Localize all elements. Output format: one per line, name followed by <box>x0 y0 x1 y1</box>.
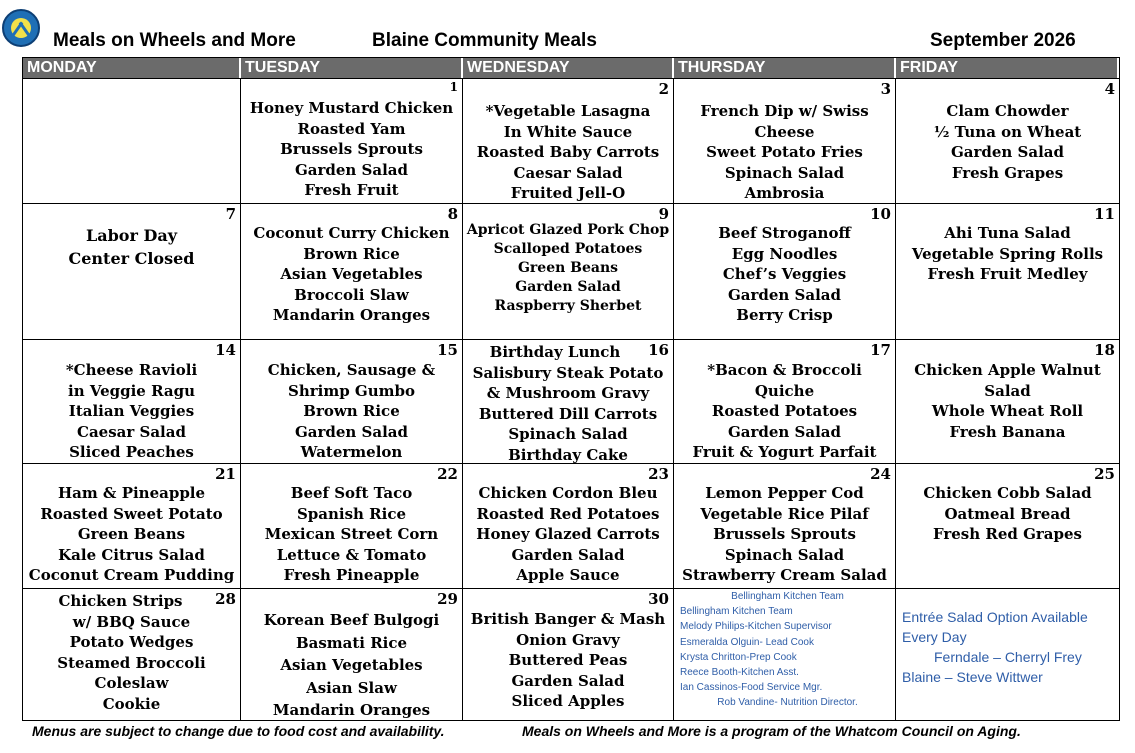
menu-item: Chicken Strips <box>58 592 183 610</box>
date-number: 14 <box>215 341 236 359</box>
menu-item: Spinach Salad <box>724 163 845 182</box>
menu-item: Sliced Peaches <box>69 443 194 462</box>
staff-line: Ian Cassinos-Food Service Mgr. <box>680 682 823 694</box>
menu-item: Chicken Apple Walnut <box>914 361 1101 379</box>
menu-item: Scalloped Potatoes <box>493 241 643 257</box>
day-cell <box>23 203 241 339</box>
day-header-thursday: THURSDAY <box>674 58 896 78</box>
day-cell <box>674 339 896 463</box>
menu-item: Fresh Red Grapes <box>932 525 1083 544</box>
menu-item: Spinach Salad <box>508 425 628 444</box>
menu-item: Beef Soft Taco <box>290 484 413 502</box>
menu-item: Watermelon <box>300 443 403 462</box>
day-cell <box>674 78 896 203</box>
menu-item: Roasted Red Potatoes <box>476 504 660 523</box>
menu-item: Buttered Dill Carrots <box>478 404 658 423</box>
note-line: Blaine – Steve Wittwer <box>902 669 1043 685</box>
staff-line: Bellingham Kitchen Team <box>731 591 844 602</box>
menu-item: Egg Noodles <box>731 244 838 263</box>
menu-item: Birthday Cake <box>508 445 628 463</box>
menu-item: Potato Wedges <box>69 633 194 652</box>
menu-item: Fruited Jell-O <box>510 184 626 203</box>
menu-item: Roasted Sweet Potato <box>40 504 223 523</box>
menu-item: Raspberry Sherbet <box>494 298 642 314</box>
menu-item: Chef’s Veggies <box>722 265 847 284</box>
date-number: 24 <box>870 465 891 483</box>
day-cell <box>23 588 241 720</box>
day-cell <box>241 78 463 203</box>
menu-item: Fresh Banana <box>949 422 1066 441</box>
staff-line: Reece Booth-Kitchen Asst. <box>680 667 799 679</box>
menu-item: Berry Crisp <box>736 306 833 325</box>
menu-item: In White Sauce <box>503 122 633 141</box>
menu-item: Cheese <box>754 122 815 141</box>
menu-item: Italian Veggies <box>68 402 195 421</box>
menu-item: Salad <box>984 381 1031 400</box>
date-number: 25 <box>1094 465 1115 483</box>
menu-item: Beef Stroganoff <box>718 224 851 242</box>
note-line: Ferndale – Cherryl Frey <box>934 649 1082 665</box>
day-cell <box>23 78 241 203</box>
menu-item: Roasted Baby Carrots <box>476 143 660 162</box>
menu-item: Whole Wheat Roll <box>931 402 1084 421</box>
menu-item: Garden Salad <box>727 422 842 441</box>
menu-item: Garden Salad <box>294 422 409 441</box>
menu-item: Garden Salad <box>950 143 1065 162</box>
menu-item: Labor Day <box>85 226 177 245</box>
note-line: Every Day <box>902 629 967 645</box>
date-number: 22 <box>437 465 458 483</box>
org-logo <box>2 9 40 47</box>
menu-item: Quiche <box>754 381 815 400</box>
menu-item: Basmati Rice <box>295 633 408 652</box>
menu-item: Vegetable Spring Rolls <box>911 244 1104 263</box>
menu-item: Garden Salad <box>294 160 409 179</box>
date-number: 21 <box>215 465 236 483</box>
menu-item: Mandarin Oranges <box>272 701 431 719</box>
staff-line: Rob Vandine- Nutrition Director. <box>717 697 858 709</box>
menu-item: Roasted Yam <box>297 119 406 138</box>
menu-item: Green Beans <box>517 260 619 276</box>
menu-item: Onion Gravy <box>516 630 620 649</box>
day-header-tuesday: TUESDAY <box>241 58 463 78</box>
menu-item: Roasted Potatoes <box>711 402 858 421</box>
menu-item: *Bacon & Broccoli <box>707 361 862 379</box>
menu-item: Brussels Sprouts <box>280 140 423 159</box>
day-cell <box>674 203 896 339</box>
menu-item: Brown Rice <box>303 244 400 263</box>
menu-item: Caesar Salad <box>513 163 623 182</box>
menu-calendar <box>22 57 1120 721</box>
menu-item: w/ BBQ Sauce <box>72 612 191 631</box>
menu-item: Fresh Grapes <box>951 163 1064 182</box>
menu-item: *Cheese Ravioli <box>65 361 198 379</box>
menu-item: Shrimp Gumbo <box>287 381 415 400</box>
menu-item: Ahi Tuna Salad <box>944 224 1071 242</box>
menu-item: Asian Vegetables <box>280 265 423 284</box>
staff-cell <box>674 588 896 720</box>
menu-item: Spinach Salad <box>724 545 845 564</box>
date-number: 11 <box>1094 205 1115 223</box>
menu-item: Ambrosia <box>744 184 825 203</box>
date-number: 4 <box>1104 80 1115 98</box>
menu-item: Ham & Pineapple <box>57 484 206 502</box>
menu-item: in Veggie Ragu <box>68 381 195 400</box>
menu-item: Brown Rice <box>303 402 400 421</box>
menu-item: British Banger & Mash <box>470 610 666 628</box>
menu-item: Garden Salad <box>515 279 621 295</box>
menu-item: Honey Mustard Chicken <box>249 99 454 117</box>
menu-item: Lemon Pepper Cod <box>705 484 864 502</box>
day-header-monday: MONDAY <box>23 58 241 78</box>
menu-item: Center Closed <box>68 249 195 268</box>
date-number: 2 <box>658 80 669 98</box>
menu-item: Chicken Cordon Bleu <box>478 484 658 502</box>
day-cell <box>674 463 896 588</box>
day-cell <box>23 463 241 588</box>
day-cell <box>463 339 674 463</box>
menu-item: Coconut Curry Chicken <box>253 224 450 242</box>
date-number: 15 <box>437 341 458 359</box>
footer-disclaimer: Menus are subject to change due to food cost and availability. <box>32 723 445 739</box>
menu-item: French Dip w/ Swiss <box>700 102 869 120</box>
menu-item: Coleslaw <box>94 674 169 693</box>
site-title: Blaine Community Meals <box>372 30 597 51</box>
month-title: September 2026 <box>930 30 1076 51</box>
menu-item: Sweet Potato Fries <box>706 143 863 162</box>
date-number: 28 <box>215 590 236 608</box>
date-number: 17 <box>870 341 891 359</box>
date-number: 1 <box>449 80 458 94</box>
menu-item: Clam Chowder <box>946 102 1069 120</box>
menu-item: Broccoli Slaw <box>294 285 409 304</box>
day-header-wednesday: WEDNESDAY <box>463 58 674 78</box>
staff-line: Melody Philips-Kitchen Supervisor <box>680 621 832 633</box>
staff-line: Esmeralda Olguin- Lead Cook <box>680 636 814 648</box>
day-cell <box>241 339 463 463</box>
footer-program: Meals on Wheels and More is a program of the Whatcom Council on Aging. <box>522 723 1021 739</box>
date-number: 18 <box>1094 341 1115 359</box>
menu-item: Chicken Cobb Salad <box>923 484 1092 502</box>
date-number: 9 <box>658 205 669 223</box>
day-cell <box>896 339 1119 463</box>
day-cell <box>241 463 463 588</box>
menu-item: Garden Salad <box>727 285 842 304</box>
staff-line: Bellingham Kitchen Team <box>680 606 793 618</box>
menu-item: Birthday Lunch <box>489 343 621 361</box>
menu-item: Steamed Broccoli <box>57 653 206 672</box>
menu-item: Fresh Fruit Medley <box>927 265 1088 284</box>
note-cell <box>896 588 1119 720</box>
menu-item: Apple Sauce <box>516 566 620 585</box>
org-title: Meals on Wheels and More <box>53 30 296 51</box>
day-cell <box>463 463 674 588</box>
menu-item: Buttered Peas <box>508 651 628 670</box>
date-number: 8 <box>447 205 458 223</box>
menu-item: Korean Beef Bulgogi <box>263 611 440 629</box>
date-number: 16 <box>648 341 669 359</box>
menu-item: Mandarin Oranges <box>272 306 431 325</box>
menu-item: ½ Tuna on Wheat <box>933 122 1082 141</box>
menu-item: Asian Vegetables <box>280 656 423 674</box>
menu-item: Caesar Salad <box>77 422 186 441</box>
day-cell <box>463 588 674 720</box>
day-cell <box>463 78 674 203</box>
menu-item: Coconut Cream Pudding <box>28 566 235 585</box>
menu-item: Mexican Street Corn <box>264 525 439 544</box>
menu-item: Sliced Apples <box>511 692 625 711</box>
date-number: 7 <box>225 205 236 223</box>
menu-item: Oatmeal Bread <box>944 504 1071 523</box>
menu-item: Kale Citrus Salad <box>58 545 205 564</box>
date-number: 3 <box>880 80 891 98</box>
menu-item: & Mushroom Gravy <box>486 384 650 403</box>
menu-item: Spanish Rice <box>296 504 407 523</box>
menu-item: Apricot Glazed Pork Chop <box>466 222 670 238</box>
menu-item: Salisbury Steak Potato <box>472 363 664 382</box>
menu-item: Garden Salad <box>511 545 625 564</box>
menu-item: Cookie <box>102 694 161 713</box>
menu-item: Green Beans <box>77 525 186 544</box>
menu-item: Fruit & Yogurt Parfait <box>692 443 877 462</box>
menu-item: Vegetable Rice Pilaf <box>700 504 869 523</box>
menu-item: Asian Slaw <box>306 678 397 697</box>
menu-item: *Vegetable Lasagna <box>485 102 651 120</box>
day-cell <box>896 203 1119 339</box>
note-line: Entrée Salad Option Available <box>902 609 1088 625</box>
date-number: 10 <box>870 205 891 223</box>
day-cell <box>241 588 463 720</box>
menu-item: Honey Glazed Carrots <box>476 525 660 544</box>
day-cell <box>23 339 241 463</box>
day-cell <box>463 203 674 339</box>
day-cell <box>896 78 1119 203</box>
menu-item: Fresh Pineapple <box>283 566 420 585</box>
menu-item: Strawberry Cream Salad <box>682 566 887 585</box>
menu-item: Garden Salad <box>511 671 625 690</box>
menu-item: Chicken, Sausage & <box>267 361 436 379</box>
day-cell <box>241 203 463 339</box>
menu-item: Lettuce & Tomato <box>276 545 427 564</box>
date-number: 23 <box>648 465 669 483</box>
staff-line: Krysta Chritton-Prep Cook <box>680 651 797 663</box>
date-number: 30 <box>648 590 669 608</box>
day-cell <box>896 463 1119 588</box>
menu-item: Brussels Sprouts <box>713 525 856 544</box>
menu-item: Fresh Fruit <box>304 181 399 200</box>
day-header-friday: FRIDAY <box>896 58 1119 78</box>
date-number: 29 <box>437 590 458 608</box>
